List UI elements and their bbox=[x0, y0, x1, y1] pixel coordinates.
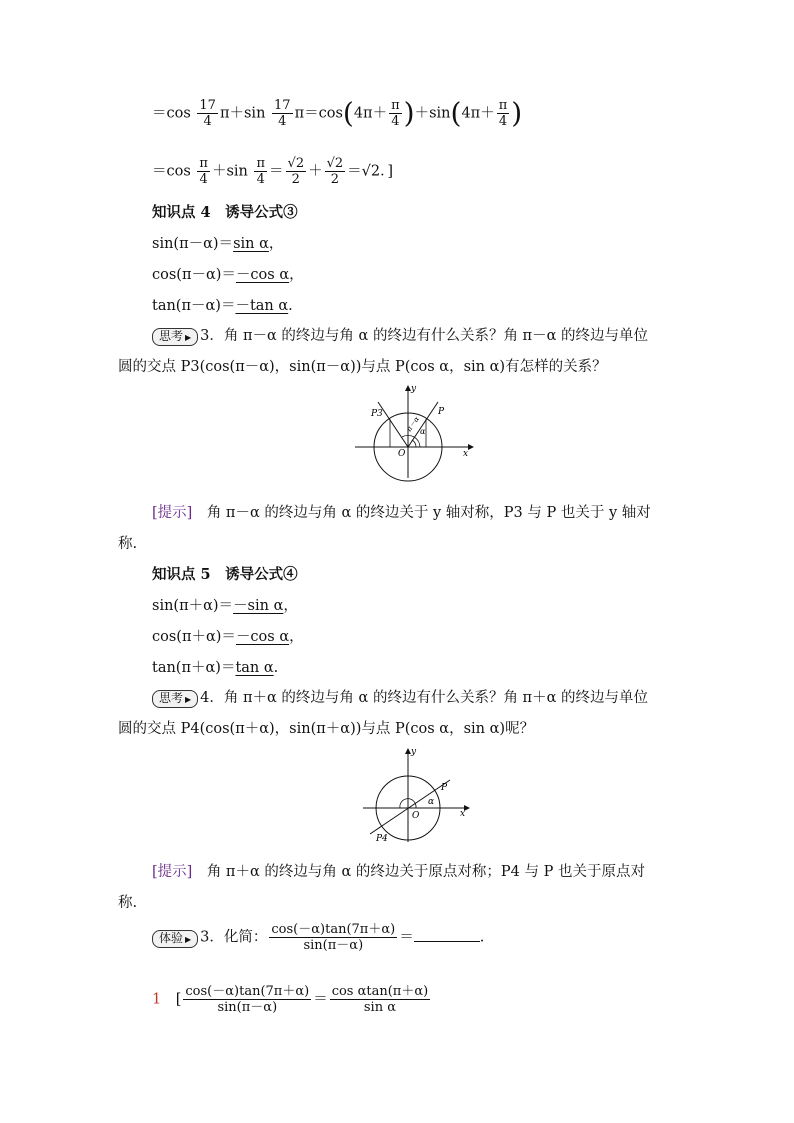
right-paren: ) bbox=[403, 96, 415, 130]
plus-text: ＋sin bbox=[211, 163, 248, 180]
formula-sin-pi-minus: sin(π－α)＝sin α， bbox=[152, 236, 284, 252]
fraction: $\frac{\cos(-\alpha)\tan(7\pi+\alpha)}{\sin(\pi-\alpha)}$ bbox=[185, 984, 310, 1015]
fraction: $\frac{17}{4}$ bbox=[199, 98, 216, 129]
tail-text: ＝√2．] bbox=[347, 163, 394, 180]
left-paren: ( bbox=[342, 96, 354, 130]
angle-alpha-label: α bbox=[420, 427, 426, 436]
fraction: $\frac{\pi}{4}$ bbox=[391, 98, 400, 129]
plus-text: ＋ bbox=[229, 105, 244, 122]
think-4-line-2: 圆的交点 P4(cos(π＋α)，sin(π＋α))与点 P(cos α，sin α)呢？ bbox=[118, 721, 535, 737]
think-4-line-1: 思考 ▶ 4．角 π＋α 的终边与角 α 的终边有什么关系？角 π＋α 的终边与单位 bbox=[152, 688, 648, 708]
hint-4-line-2: 称. bbox=[118, 895, 138, 911]
knowledge-point-4-title: 知识点 4 诱导公式③ bbox=[152, 204, 298, 221]
formula-cos-pi-minus: cos(π－α)＝－cos α， bbox=[152, 267, 304, 283]
answer-underlined: sin α bbox=[233, 236, 269, 252]
angle-pi-minus-label: π－α bbox=[405, 415, 422, 434]
point-p3-label: P3 bbox=[371, 409, 383, 419]
eq-sign: ＝ bbox=[152, 105, 167, 122]
cos-text: cos bbox=[166, 105, 191, 122]
unit-circle-figure-3 bbox=[350, 382, 480, 482]
fraction: $\frac{\text{cos αtan(π＋α)}}{\text{sin α}}$ bbox=[331, 984, 429, 1015]
fraction: $\frac{\pi}{4}$ bbox=[256, 156, 266, 187]
sin-text: sin bbox=[243, 105, 266, 122]
experience-badge: 体验 ▶ bbox=[152, 930, 198, 948]
equation-line-2 bbox=[152, 156, 393, 187]
answer-underlined: －sin α bbox=[233, 598, 284, 614]
hint-3-line-2: 称. bbox=[118, 536, 138, 552]
point-p4-label: P4 bbox=[376, 834, 388, 844]
x-axis-label: x bbox=[463, 449, 469, 459]
y-axis-label: y bbox=[411, 747, 417, 757]
unit-circle-figure-4 bbox=[358, 744, 478, 844]
origin-label: O bbox=[398, 449, 406, 459]
answer-underlined: tan α bbox=[235, 660, 274, 676]
fraction: $\frac{\pi}{4}$ bbox=[199, 156, 208, 187]
answer-blank bbox=[414, 927, 480, 942]
x-axis-label: x bbox=[460, 809, 466, 819]
formula-tan-pi-plus: tan(π＋α)＝tan α. bbox=[152, 660, 279, 676]
point-p-label: P bbox=[438, 407, 445, 417]
fraction: $\frac{√2}{2}$ bbox=[287, 156, 305, 187]
eq-text: ＝cos bbox=[152, 163, 191, 180]
mid-text: ＋sin bbox=[414, 105, 451, 122]
experience-3-solution: 1 [ $\frac{\cos(-\alpha)\tan(7\pi+\alpha)}{\sin(\pi-\alpha)}$ ＝ $\frac{\text{cos αtan(π＋α)}}{\text{sin α}}$ bbox=[152, 984, 429, 1015]
fraction: $\frac{\pi}{4}$ bbox=[498, 98, 508, 129]
right-paren: ) bbox=[511, 96, 523, 130]
experience-3-question: 体验 ▶ 3．化简： $\frac{\cos(-\alpha)\tan(7\pi+\alpha)}{\sin(\pi-\alpha)}$ ＝ . bbox=[152, 922, 484, 953]
left-paren: ( bbox=[450, 96, 462, 130]
formula-sin-pi-plus: sin(π＋α)＝－sin α， bbox=[152, 598, 298, 614]
origin-label: O bbox=[412, 811, 420, 821]
answer-underlined: －tan α bbox=[235, 298, 289, 314]
formula-tan-pi-minus: tan(π－α)＝－tan α. bbox=[152, 298, 293, 314]
fraction: $\frac{√2}{2}$ bbox=[326, 156, 344, 187]
point-p-label: P bbox=[441, 783, 448, 793]
hint-3-line-1: [提示] 角 π－α 的终边与角 α 的终边关于 y 轴对称，P3 与 P 也关于 y 轴对 bbox=[152, 505, 651, 521]
hint-tag: [提示] bbox=[152, 505, 193, 521]
fraction: $\frac{17}{4}$ bbox=[274, 98, 291, 129]
think-badge: 思考 ▶ bbox=[152, 690, 198, 708]
formula-cos-pi-plus: cos(π＋α)＝－cos α， bbox=[152, 629, 304, 645]
angle-alpha-label: α bbox=[428, 797, 435, 807]
answer-value: 1 bbox=[152, 991, 162, 1008]
plus-text: ＋ bbox=[308, 163, 323, 180]
think-badge: 思考 ▶ bbox=[152, 328, 198, 346]
think-3-line-1: 思考 ▶ 3．角 π－α 的终边与角 α 的终边有什么关系？角 π－α 的终边与单位 bbox=[152, 326, 648, 346]
knowledge-point-5-title: 知识点 5 诱导公式④ bbox=[152, 566, 298, 583]
inner-text: 4π＋ bbox=[461, 105, 495, 122]
y-axis-label: y bbox=[411, 384, 417, 394]
fraction: $\frac{\cos(-\alpha)\tan(7\pi+\alpha)}{\sin(\pi-\alpha)}$ bbox=[271, 922, 396, 953]
eq-text: π＝cos bbox=[294, 105, 343, 122]
hint-tag: [提示] bbox=[152, 864, 193, 880]
inner-text: 4π＋ bbox=[353, 105, 388, 122]
hint-4-line-1: [提示] 角 π＋α 的终边与角 α 的终边关于原点对称；P4 与 P 也关于原点对 bbox=[152, 864, 645, 880]
answer-underlined: －cos α bbox=[235, 629, 290, 645]
pi-text: π bbox=[219, 105, 230, 122]
answer-underlined: －cos α bbox=[235, 267, 290, 283]
think-3-line-2: 圆的交点 P3(cos(π－α)，sin(π－α))与点 P(cos α，sin α)有怎样的关系？ bbox=[118, 359, 607, 375]
eq-text: ＝ bbox=[269, 163, 284, 180]
equation-line-1 bbox=[152, 98, 522, 129]
